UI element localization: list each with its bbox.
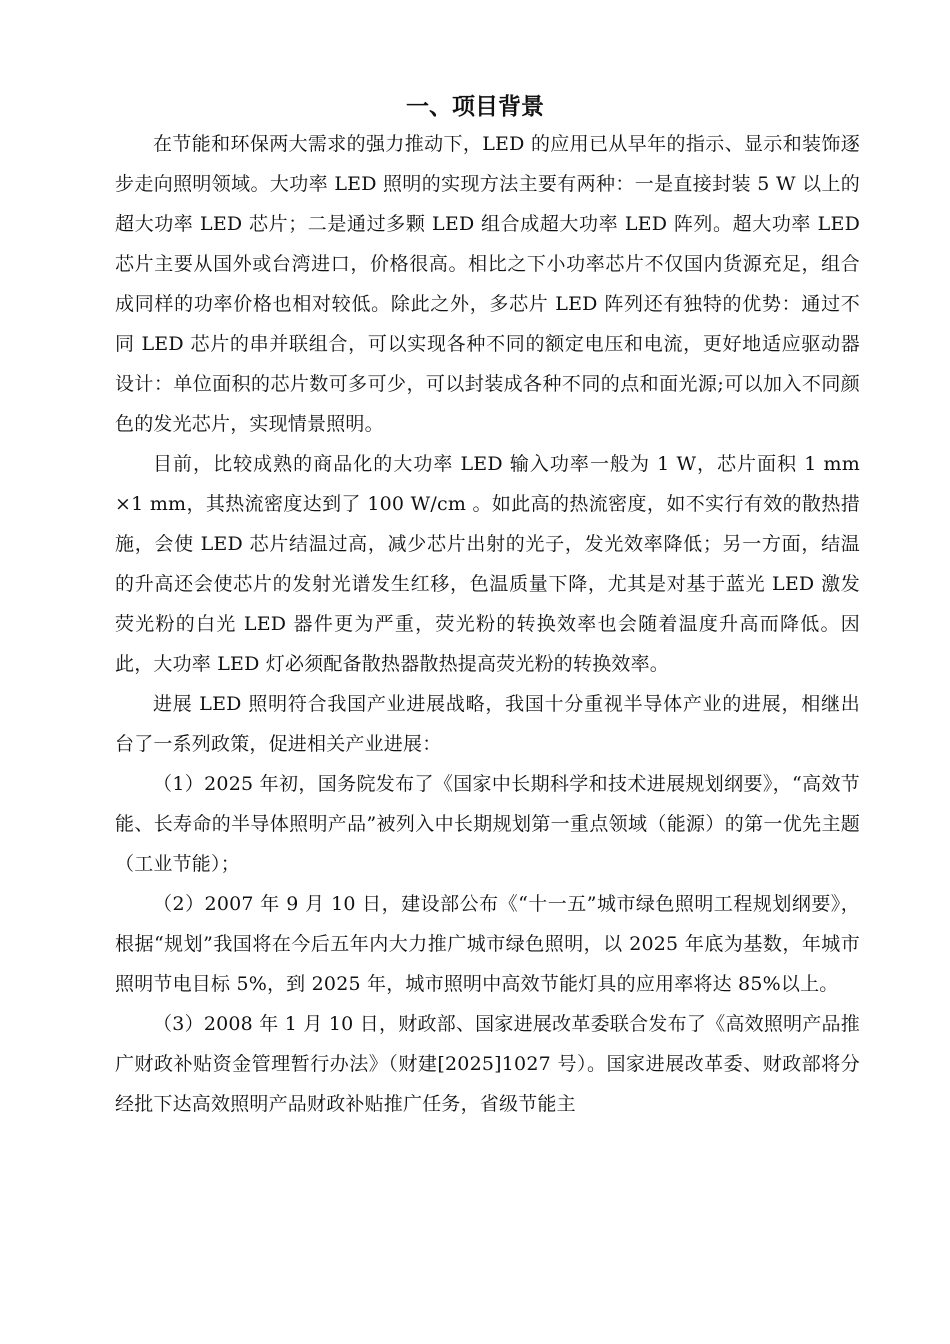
paragraph-heat-flux: 目前，比较成熟的商品化的大功率 LED 输入功率一般为 1 W，芯片面积 1 mm ×1 mm，其热流密度达到了 100 W/cm 。如此高的热流密度，如不实行有效的散热措施，会使 LED 芯片结温过高，减少芯片出射的光子，发光效率降低；另一方面，结温的升高还会使芯片的发射光谱发生红移，色温质量下降，尤其是对基于蓝光 LED 激发荧光粉的白光 LED 器件更为严重，荧光粉的转换效率也会随着温度升高而降低。因此，大功率 LED 灯必须配备散热器散热提高荧光粉的转换效率。 [115,453,860,675]
paragraph-intro: 在节能和环保两大需求的强力推动下，LED 的应用已从早年的指示、显示和装饰逐步走向照明领域。大功率 LED 照明的实现方法主要有两种：一是直接封装 5 W 以上的超大功率 LED 芯片；二是通过多颗 LED 组合成超大功率 LED 阵列。超大功率 LED 芯片主要从国外或台湾进口，价格很高。相比之下小功率芯片不仅国内货源充足，组合成同样的功率价格也相对较低。除此之外，多芯片 LED 阵列还有独特的优势：通过不同 LED 芯片的串并联组合，可以实现各种不同的额定电压和电流，更好地适应驱动器设计：单位面积的芯片数可多可少，可以封装成各种不同的点和面光源;可以加入不同颜色的发光芯片，实现情景照明。 [115,133,860,435]
paragraph-policy-intro: 进展 LED 照明符合我国产业进展战略，我国十分重视半导体产业的进展，相继出台了一系列政策，促进相关产业进展： [115,693,860,755]
section-title: 一、项目背景 [406,94,544,120]
paragraph-policy-1: （1）2025 年初，国务院发布了《国家中长期科学和技术进展规划纲要》，“高效节能、长寿命的半导体照明产品”被列入中长期规划第一重点领域（能源）的第一优先主题（工业节能）； [115,773,860,875]
body-text [115,124,860,1124]
paragraph-policy-2: （2）2007 年 9 月 10 日，建设部公布《“十一五”城市绿色照明工程规划纲要》，根据“规划”我国将在今后五年内大力推广城市绿色照明，以 2025 年底为基数，年城市照明节电目标 5%，到 2025 年，城市照明中高效节能灯具的应用率将达 85%以上。 [115,893,860,995]
paragraph-policy-3: （3）2008 年 1 月 10 日，财政部、国家进展改革委联合发布了《高效照明产品推广财政补贴资金管理暂行办法》（财建[2025]1027 号）。国家进展改革委、财政部将分经批下达高效照明产品财政补贴推广任务，省级节能主 [115,1013,860,1115]
